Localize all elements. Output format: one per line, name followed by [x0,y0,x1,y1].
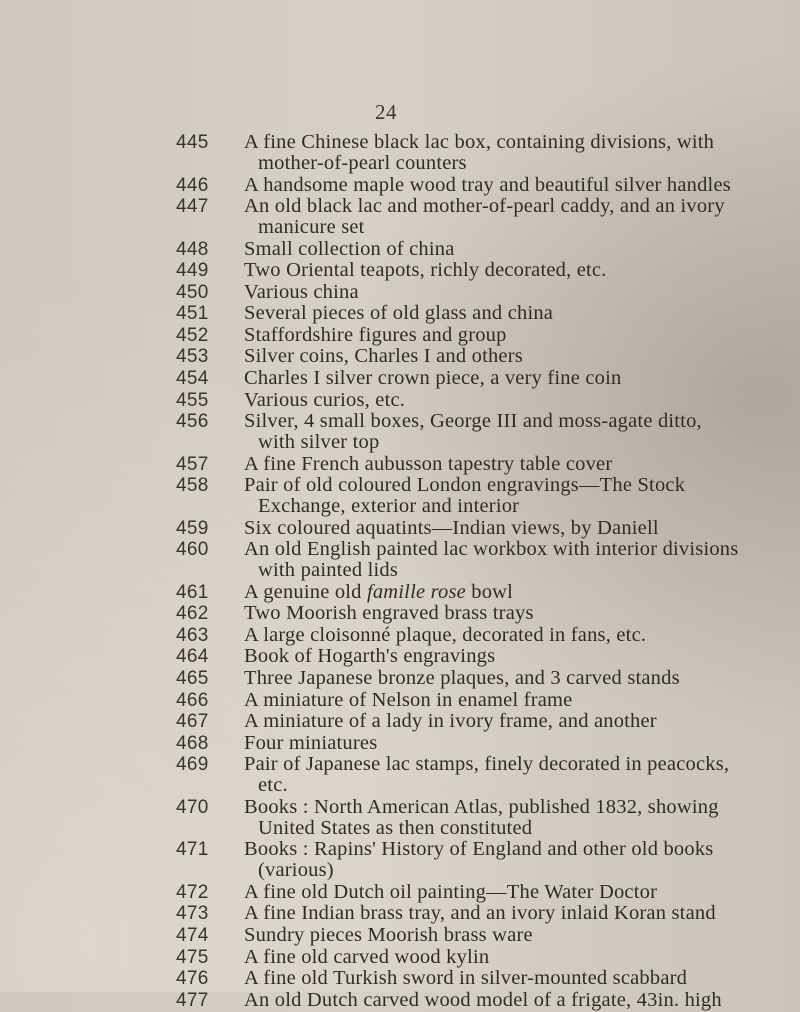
lot-number: 445 [176,132,209,153]
lot-number: 467 [176,711,209,733]
lot-description-line: Two Oriental teapots, richly decorated, etc. [244,259,607,282]
lot-number: 458 [176,475,209,497]
lot-description-line: Various curios, etc. [244,388,406,411]
lot-description-line: An old black lac and mother-of-pearl caddy, and an ivory [244,195,725,218]
lot-description [244,690,699,711]
lot-number: 453 [176,346,209,368]
lot-number: 448 [176,238,209,260]
lot-number: 446 [176,174,209,196]
lot-description-line: A fine Indian brass tray, and an ivory inlaid Koran stand [244,902,716,925]
lot-description-line: Four miniatures [244,731,378,754]
lot-description [244,947,699,968]
lot-description-line: A miniature of Nelson in enamel frame [244,688,573,711]
lot-description [244,733,699,754]
lot-description [244,603,699,624]
lot-description-continuation: (various) [258,859,334,882]
lot-description-line: Sundry pieces Moorish brass ware [244,923,533,946]
lot-description-line: Six coloured aquatints—Indian views, by Daniell [244,516,659,539]
lot-number: 462 [176,603,209,625]
lot-number: 452 [176,324,209,346]
lot-description-line: Small collection of china [244,237,455,260]
lot-number: 474 [176,924,209,946]
lot-description-line: Several pieces of old glass and china [244,302,554,325]
lot-number: 477 [176,989,209,1011]
lot-description [244,325,699,346]
lot-description [244,173,731,196]
lot-number: 461 [176,581,209,603]
lot-description-line: Books : North American Atlas, published 1832, showing [244,795,719,818]
lot-description-line: An old Dutch carved wood model of a frigate, 43in. high [244,988,722,1011]
lot-description [244,303,699,324]
lot-number: 449 [176,260,209,282]
lot-description-line: A fine old Turkish sword in silver-mounted scabbard [244,967,688,990]
lot-description-line: An old English painted lac workbox with interior divisions [244,538,739,561]
lot-description-line: A miniature of a lady in ivory frame, and another [244,710,657,733]
lot-description [244,646,699,667]
lot-description-line: Book of Hogarth's engravings [244,645,496,668]
lot-description [244,582,699,603]
lot-description [244,925,699,946]
lot-number: 465 [176,668,209,689]
lot-description [244,454,699,475]
lot-description [244,882,699,903]
lot-number: 455 [176,389,209,411]
lot-description [244,795,719,839]
lot-description [244,668,699,689]
lot-description [244,195,725,239]
lot-description-line: A fine old carved wood kylin [244,945,490,968]
lot-number: 470 [176,796,209,818]
lot-description-line: Various china [244,280,359,303]
lot-description [244,538,739,582]
lot-description [244,346,699,367]
lot-number: 447 [176,196,209,218]
lot-description-continuation: with painted lids [258,559,399,582]
lot-description-continuation: manicure set [258,216,365,239]
lot-description-line: Three Japanese bronze plaques, and 3 carved stands [244,667,680,689]
lot-description [244,711,699,732]
lot-description [244,988,722,1011]
lot-description-line: Pair of old coloured London engravings—The Stock [244,474,686,497]
lot-description-continuation: mother-of-pearl counters [258,152,467,174]
lot-number: 456 [176,411,209,433]
lot-number: 451 [176,303,209,325]
lot-description-line: Silver, 4 small boxes, George III and moss-agate ditto, [244,410,702,433]
lot-description-line: A genuine old famille rose bowl [244,580,514,603]
lot-description-line: Silver coins, Charles I and others [244,345,523,368]
lot-description [244,838,714,882]
lot-number: 450 [176,281,209,303]
lot-description [244,282,699,303]
lot-description [244,368,699,389]
lot-number: 476 [176,968,209,990]
lot-description-line: Charles I silver crown piece, a very fine coin [244,366,622,389]
lot-description-continuation: etc. [258,774,288,797]
lot-description-line: A handsome maple wood tray and beautiful silver handles [244,173,731,196]
lot-description [244,131,715,174]
lot-number: 471 [176,839,209,861]
lot-description [244,968,699,989]
lot-description [244,390,699,411]
lot-number: 472 [176,881,209,903]
page-number: 24 [375,100,397,124]
lot-number: 469 [176,754,209,776]
lot-number: 473 [176,903,209,925]
lot-description-line: A fine old Dutch oil painting—The Water Doctor [244,880,658,903]
lot-description-line: Staffordshire figures and group [244,323,507,346]
lot-number: 457 [176,453,209,475]
lot-description-line: A large cloisonné plaque, decorated in fans, etc. [244,623,647,646]
lot-description-line: Pair of Japanese lac stamps, finely decorated in peacocks, [244,753,730,776]
lot-description-continuation: Exchange, exterior and interior [258,495,520,518]
lot-number: 454 [176,367,209,389]
italic-term: famille rose [366,580,466,603]
lot-number: 468 [176,732,209,754]
lot-description [244,239,699,260]
lot-description-continuation: with silver top [258,431,380,454]
lot-number: 466 [176,689,209,711]
lot-description-line: Books : Rapins' History of England and other old books [244,838,714,861]
lot-description-line: A fine Chinese black lac box, containing divisions, with [244,131,715,153]
lot-description-line: A fine French aubusson tapestry table cover [244,452,613,475]
lot-number: 459 [176,517,209,539]
lot-number: 460 [176,539,209,561]
lot-description-continuation: United States as then constituted [258,816,533,839]
lot-number: 463 [176,624,209,646]
lot-description [244,753,730,797]
lot-number: 475 [176,946,209,968]
lot-description [244,475,699,517]
lot-description [244,625,699,646]
lot-number: 464 [176,646,209,668]
lot-description-line: Two Moorish engraved brass trays [244,602,534,625]
lot-description [244,260,699,281]
lot-description [244,518,699,539]
lot-description [244,410,702,454]
lot-description [244,902,716,925]
